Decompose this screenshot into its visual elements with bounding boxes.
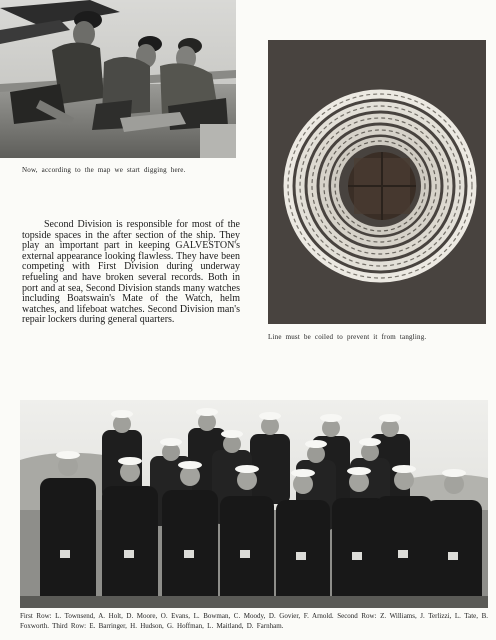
coiled-line-photo <box>268 40 486 324</box>
diggers-photo-caption: Now, according to the map we start digging here. <box>22 166 186 174</box>
group-photo-roster-caption: First Row: L. Townsend, A. Holt, D. Moore, O. Evans, L. Bowman, C. Moody, D. Govier, F. Arnold. Second Row: Z. Williams, J. Terlizzi, L. Tate, B. Foxworth. Third Row: E. Barringer, H. Hudson, G. Hoffman, L. Maitland, D. Farnham. <box>20 612 488 630</box>
sailors-digging-photo <box>0 0 236 158</box>
rope-photo-caption: Line must be coiled to prevent it from tangling. <box>268 333 427 341</box>
second-division-description: Second Division is responsible for most of the topside spaces in the after section of the ship. They play an important part in keeping GALVESTON's external appearance looking flawless. They have been competing with First Division during underway refueling and have broken several records. Both in port and at sea, Second Division stands many watches including Boatswain's Mate of the Watch, helm watches, and lifeboat watches. Second Division man's repair lockers during general quarters. <box>22 219 240 326</box>
second-division-group-photo <box>20 400 488 608</box>
